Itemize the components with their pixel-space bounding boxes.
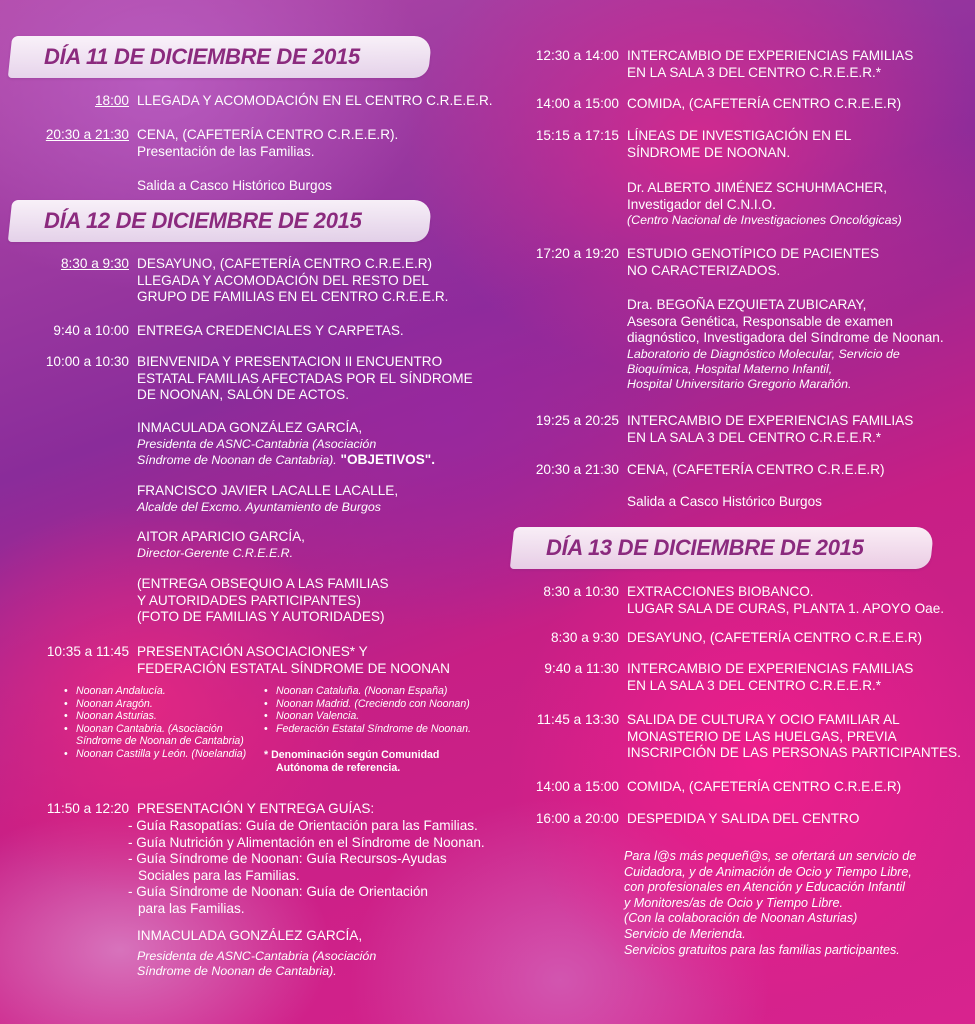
speaker-block: [137, 928, 376, 979]
speaker-block: [137, 529, 305, 561]
row-time: 14:00 a 15:00: [535, 779, 619, 794]
schedule-row: [34, 256, 448, 306]
list-item: • Noonan Cataluña. (Noonan España): [264, 685, 471, 698]
list-item: • Noonan Andalucía.: [64, 685, 246, 698]
row-text: PRESENTACIÓN Y ENTREGA GUÍAS:: [137, 801, 375, 816]
row-text: COMIDA, (CAFETERÍA CENTRO C.R.E.E.R): [627, 96, 902, 111]
guide-item: Sociales para las Familias.: [138, 867, 300, 883]
row-text: INTERCAMBIO DE EXPERIENCIAS FAMILIAS: [627, 413, 914, 428]
schedule-row: [524, 462, 885, 479]
row-text: EN LA SALA 3 DEL CENTRO C.R.E.E.R.*: [627, 677, 882, 693]
list-item: • Federación Estatal Síndrome de Noonan.: [264, 723, 471, 736]
schedule-row: [524, 779, 901, 796]
list-item: • Noonan Asturias.: [64, 710, 246, 723]
schedule-row: [34, 323, 404, 340]
schedule-row: [524, 584, 944, 617]
row-text: EN LA SALA 3 DEL CENTRO C.R.E.E.R.*: [627, 64, 882, 80]
speaker-org: (Centro Nacional de Investigaciones Oncológicas): [627, 213, 902, 228]
guide-item: - Guía Nutrición y Alimentación en el Síndrome de Noonan.: [128, 834, 485, 850]
guide-item: - Guía Síndrome de Noonan: Guía Recursos-Ayudas: [128, 851, 447, 867]
schedule-row: [524, 712, 961, 762]
childcare-notice: [624, 849, 916, 958]
list-item: • Noonan Castilla y León. (Noelandia): [64, 748, 246, 761]
speaker-role: diagnóstico, Investigadora del Síndrome de Noonan.: [627, 330, 944, 346]
row-time: 11:45 a 13:30: [536, 712, 619, 727]
row-text: ENTREGA CREDENCIALES Y CARPETAS.: [137, 323, 404, 338]
speaker-name: Dr. ALBERTO JIMÉNEZ SCHUHMACHER,: [627, 180, 888, 195]
speaker-org: Bioquímica, Hospital Materno Infantil,: [627, 361, 833, 376]
row-text: SALIDA DE CULTURA Y OCIO FAMILIAR AL: [627, 712, 900, 727]
associations-list-a: [64, 685, 246, 761]
row-time: 20:30 a 21:30: [45, 127, 129, 142]
list-item: Síndrome de Noonan de Cantabria): [76, 735, 244, 748]
speaker-role: Investigador del C.N.I.O.: [627, 196, 776, 212]
row-text: ESTATAL FAMILIAS AFECTADAS POR EL SÍNDROME: [137, 370, 473, 386]
speaker-role: Presidenta de ASNC-Cantabria (Asociación: [137, 948, 377, 963]
row-time: 11:50 a 12:20: [46, 801, 129, 816]
row-text: LÍNEAS DE INVESTIGACIÓN EN EL: [627, 128, 852, 143]
day13-banner: [510, 527, 934, 569]
schedule-row: [34, 354, 473, 404]
speaker-role: Asesora Genética, Responsable de examen: [627, 313, 893, 329]
speaker-name: INMACULADA GONZÁLEZ GARCÍA,: [137, 420, 363, 435]
day13-title: DÍA 13 DE DICIEMBRE DE 2015: [546, 535, 864, 560]
row-text: EN LA SALA 3 DEL CENTRO C.R.E.E.R.*: [627, 429, 882, 445]
guide-item: - Guía Rasopatías: Guía de Orientación para las Familias.: [128, 818, 478, 833]
notice-line: (Con la colaboración de Noonan Asturias): [624, 911, 858, 926]
notice-line: y Monitores/as de Ocio y Tiempo Libre.: [624, 895, 843, 910]
row-text: DESAYUNO, (CAFETERÍA CENTRO C.R.E.E.R): [137, 256, 433, 271]
row-text: CENA, (CAFETERÍA CENTRO C.R.E.E.R): [627, 462, 885, 477]
row-time: 14:00 a 15:00: [535, 96, 619, 111]
schedule-row: [524, 630, 922, 647]
row-time: 9:40 a 11:30: [544, 661, 619, 676]
speaker-role: Síndrome de Noonan de Cantabria).: [137, 452, 337, 467]
objectives-label: "OBJETIVOS".: [336, 451, 436, 467]
speaker-role: Director-Gerente C.R.E.E.R.: [137, 545, 294, 560]
day11-banner: [8, 36, 432, 78]
row-time: 15:15 a 17:15: [535, 128, 619, 143]
schedule-row: [524, 128, 851, 161]
row-text: BIENVENIDA Y PRESENTACION II ENCUENTRO: [137, 354, 443, 369]
speaker-block: [627, 297, 944, 392]
schedule-row: [34, 801, 374, 818]
guide-item: para las Familias.: [138, 900, 245, 916]
schedule-row: [524, 96, 901, 113]
day11-title: DÍA 11 DE DICIEMBRE DE 2015: [44, 44, 360, 69]
footnote-line: Autónoma de referencia.: [276, 761, 401, 774]
speaker-block: [627, 180, 902, 228]
ceremony-line: (ENTREGA OBSEQUIO A LAS FAMILIAS: [137, 576, 389, 591]
day12-title: DÍA 12 DE DICIEMBRE DE 2015: [44, 208, 362, 233]
speaker-name: INMACULADA GONZÁLEZ GARCÍA,: [137, 928, 363, 943]
row-text: LUGAR SALA DE CURAS, PLANTA 1. APOYO Oae.: [627, 600, 945, 616]
row-text: MONASTERIO DE LAS HUELGAS, PREVIA: [627, 728, 897, 744]
speaker-block: [137, 483, 398, 515]
schedule-row: [524, 413, 913, 446]
row-time: 17:20 a 19:20: [535, 246, 619, 261]
speaker-org: Hospital Universitario Gregorio Marañón.: [627, 376, 852, 391]
row-text: GRUPO DE FAMILIAS EN EL CENTRO C.R.E.E.R.: [137, 289, 449, 305]
ceremony-line: (FOTO DE FAMILIAS Y AUTORIDADES): [137, 609, 385, 625]
schedule-row: [34, 127, 398, 160]
row-text: Presentación de las Familias.: [137, 143, 315, 159]
row-time: 12:30 a 14:00: [535, 48, 619, 63]
row-time: 16:00 a 20:00: [535, 811, 619, 826]
guide-item: - Guía Síndrome de Noonan: Guía de Orientación: [128, 884, 428, 900]
schedule-row: [524, 246, 879, 279]
speaker-role: Presidenta de ASNC-Cantabria (Asociación: [137, 436, 377, 451]
row-text: EXTRACCIONES BIOBANCO.: [627, 584, 814, 599]
notice-line: Cuidadora, y de Animación de Ocio y Tiempo Libre,: [624, 864, 912, 879]
list-item: • Noonan Aragón.: [64, 698, 246, 711]
notice-line: con profesionales en Atención y Educación Infantil: [624, 880, 905, 895]
schedule-row: [524, 661, 913, 694]
row-time: 8:30 a 9:30: [60, 256, 129, 271]
row-time: 8:30 a 10:30: [543, 584, 619, 599]
row-time: 9:40 a 10:00: [53, 323, 129, 338]
schedule-row: [34, 644, 450, 677]
notice-line: Para l@s más pequeñ@s, se ofertará un servicio de: [624, 849, 917, 863]
schedule-row: [524, 48, 913, 81]
day12-banner: [8, 200, 432, 242]
speaker-block: [137, 420, 435, 468]
row-text: NO CARACTERIZADOS.: [627, 262, 781, 278]
footnote-line: * Denominación según Comunidad: [264, 749, 440, 761]
schedule-row: [34, 93, 493, 110]
row-time: 8:30 a 9:30: [550, 630, 619, 645]
guides-list: [128, 818, 485, 918]
row-text: SÍNDROME DE NOONAN.: [627, 144, 791, 160]
row-text: FEDERACIÓN ESTATAL SÍNDROME DE NOONAN: [137, 660, 450, 676]
speaker-name: Dra. BEGOÑA EZQUIETA ZUBICARAY,: [627, 297, 867, 312]
notice-line: Servicio de Merienda.: [624, 926, 746, 941]
list-item: • Noonan Cantabria. (Asociación: [64, 723, 246, 736]
row-time: 19:25 a 20:25: [535, 413, 619, 428]
row-time: 10:35 a 11:45: [46, 644, 129, 659]
notice-line: Servicios gratuitos para las familias participantes.: [624, 942, 900, 957]
row-text: LLEGADA Y ACOMODACIÓN EN EL CENTRO C.R.E.E.R.: [137, 93, 493, 108]
row-text: ESTUDIO GENOTÍPICO DE PACIENTES: [627, 246, 880, 261]
footnote: [264, 749, 439, 774]
speaker-org: Laboratorio de Diagnóstico Molecular, Servicio de: [627, 346, 900, 361]
speaker-name: FRANCISCO JAVIER LACALLE LACALLE,: [137, 483, 399, 498]
row-text: DE NOONAN, SALÓN DE ACTOS.: [137, 387, 350, 403]
row-text: LLEGADA Y ACOMODACIÓN DEL RESTO DEL: [137, 272, 429, 288]
row-text: PRESENTACIÓN ASOCIACIONES* Y: [137, 644, 368, 659]
ceremony-block: [137, 576, 389, 626]
list-item: • Noonan Valencia.: [264, 710, 471, 723]
speaker-role: Síndrome de Noonan de Cantabria).: [137, 963, 337, 978]
associations-list-b: [264, 685, 471, 735]
row-text: INTERCAMBIO DE EXPERIENCIAS FAMILIAS: [627, 48, 914, 63]
row-time: 18:00: [94, 93, 129, 108]
outing-text: Salida a Casco Histórico Burgos: [137, 178, 332, 193]
list-item: • Noonan Madrid. (Creciendo con Noonan): [264, 698, 471, 711]
row-text: DESPEDIDA Y SALIDA DEL CENTRO: [627, 811, 860, 826]
row-text: CENA, (CAFETERÍA CENTRO C.R.E.E.R).: [137, 127, 399, 142]
row-text: INSCRIPCIÓN DE LAS PERSONAS PARTICIPANTES.: [627, 745, 961, 761]
outing-text: Salida a Casco Histórico Burgos: [627, 494, 822, 509]
speaker-name: AITOR APARICIO GARCÍA,: [137, 529, 305, 544]
ceremony-line: Y AUTORIDADES PARTICIPANTES): [137, 592, 361, 608]
row-time: 20:30 a 21:30: [535, 462, 619, 477]
schedule-row: [524, 811, 859, 828]
row-text: DESAYUNO, (CAFETERÍA CENTRO C.R.E.E.R): [627, 630, 923, 645]
speaker-role: Alcalde del Excmo. Ayuntamiento de Burgos: [137, 499, 381, 514]
row-time: 10:00 a 10:30: [45, 354, 129, 369]
row-text: INTERCAMBIO DE EXPERIENCIAS FAMILIAS: [627, 661, 914, 676]
row-text: COMIDA, (CAFETERÍA CENTRO C.R.E.E.R): [627, 779, 902, 794]
